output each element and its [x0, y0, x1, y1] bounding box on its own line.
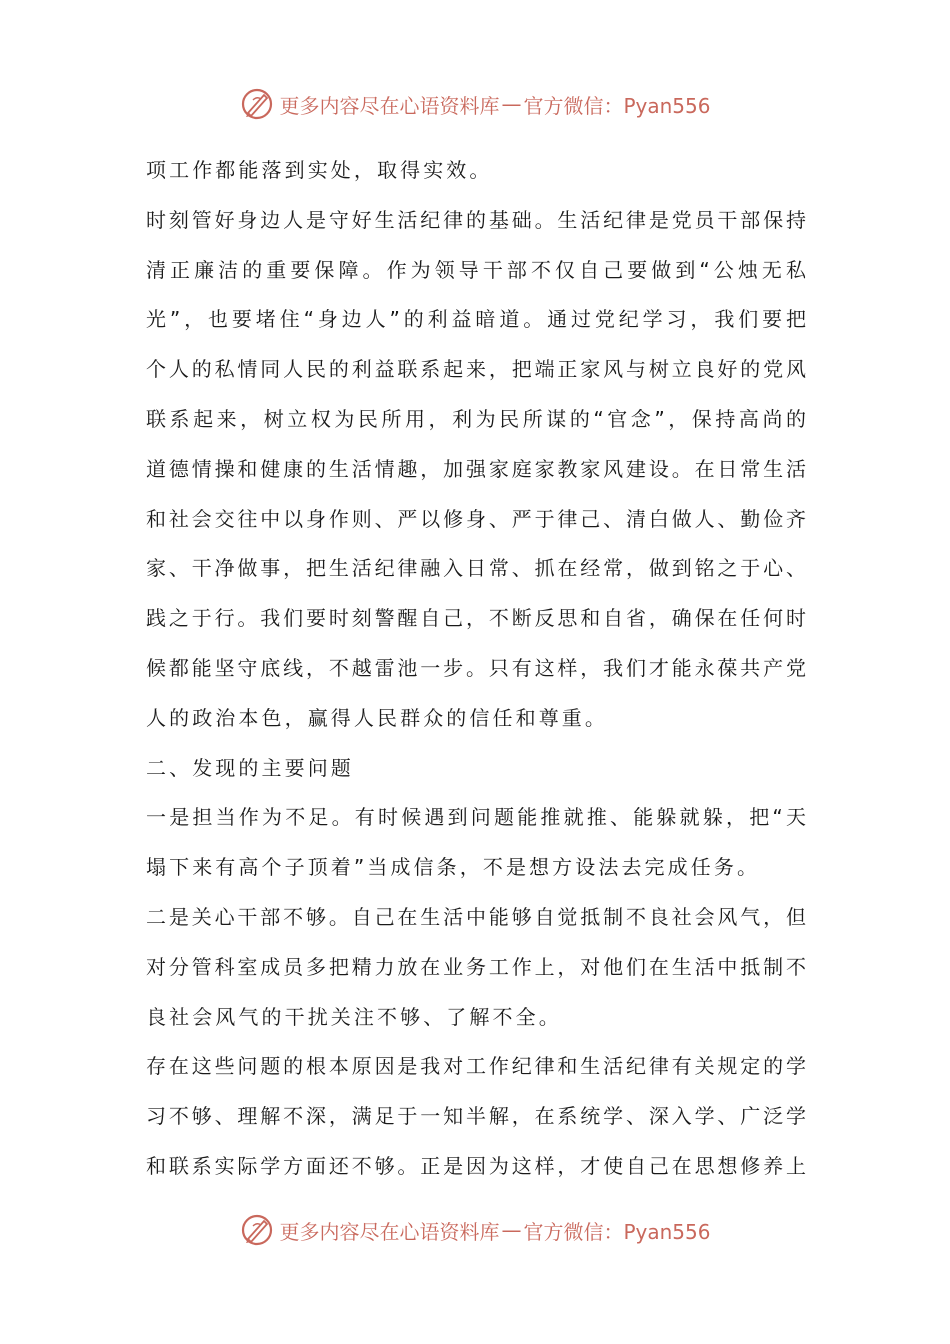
body-line: 塌下来有高个子顶着”当成信条，不是想方设法去完成任务。 — [146, 855, 761, 880]
body-line: 对分管科室成员多把精力放在业务工作上，对他们在生活中抵制不 — [146, 954, 806, 979]
header-brand-text: 更多内容尽在心语资料库 — [279, 93, 500, 118]
body-line: 清正廉洁的重要保障。作为领导干部不仅自己要做到“公烛无私 — [146, 257, 806, 282]
body-line: 存在这些问题的根本原因是我对工作纪律和生活纪律有关规定的学 — [146, 1054, 806, 1079]
header-watermark — [0, 84, 950, 124]
body-line: 二是关心干部不够。自己在生活中能够自觉抵制不良社会风气，但 — [146, 904, 806, 929]
body-line: 联系起来，树立权为民所用，利为民所谋的“官念”，保持高尚的 — [146, 406, 806, 431]
body-line: 个人的私情同人民的利益联系起来，把端正家风与树立良好的党风 — [146, 357, 806, 382]
header-dash: — — [501, 92, 522, 116]
body-line: 和联系实际学方面还不够。正是因为这样，才使自己在思想修养上 — [146, 1153, 806, 1178]
body-line: 道德情操和健康的生活情趣，加强家庭家教家风建设。在日常生活 — [146, 456, 806, 481]
body-line: 光”，也要堵住“身边人”的利益暗道。通过党纪学习，我们要把 — [146, 307, 806, 332]
document-body — [146, 146, 806, 1192]
pen-logo-icon — [239, 86, 275, 122]
body-line: 时刻管好身边人是守好生活纪律的基础。生活纪律是党员干部保持 — [146, 207, 806, 232]
body-line: 家、干净做事，把生活纪律融入日常、抓在经常，做到铭之于心、 — [146, 556, 806, 581]
pen-logo-icon — [239, 1212, 275, 1248]
body-line: 人的政治本色，赢得人民群众的信任和尊重。 — [146, 705, 608, 730]
section-heading: 二、发现的主要问题 — [146, 755, 354, 780]
footer-wechat-text: 官方微信：Pyan556 — [523, 1219, 711, 1244]
header-wechat-text: 官方微信：Pyan556 — [523, 93, 711, 118]
body-line: 项工作都能落到实处，取得实效。 — [146, 158, 493, 182]
footer-dash: — — [501, 1218, 522, 1242]
body-line: 和社会交往中以身作则、严以修身、严于律己、清白做人、勤俭齐 — [146, 506, 806, 531]
body-line: 一是担当作为不足。有时候遇到问题能推就推、能躲就躲，把“天 — [146, 805, 806, 830]
body-line: 习不够、理解不深，满足于一知半解，在系统学、深入学、广泛学 — [146, 1104, 806, 1129]
footer-brand-text: 更多内容尽在心语资料库 — [279, 1219, 500, 1244]
body-line: 候都能坚守底线，不越雷池一步。只有这样，我们才能永葆共产党 — [146, 655, 806, 680]
body-line: 践之于行。我们要时刻警醒自己，不断反思和自省，确保在任何时 — [146, 606, 806, 631]
body-line: 良社会风气的干扰关注不够、了解不全。 — [146, 1004, 562, 1029]
footer-watermark — [0, 1210, 950, 1250]
